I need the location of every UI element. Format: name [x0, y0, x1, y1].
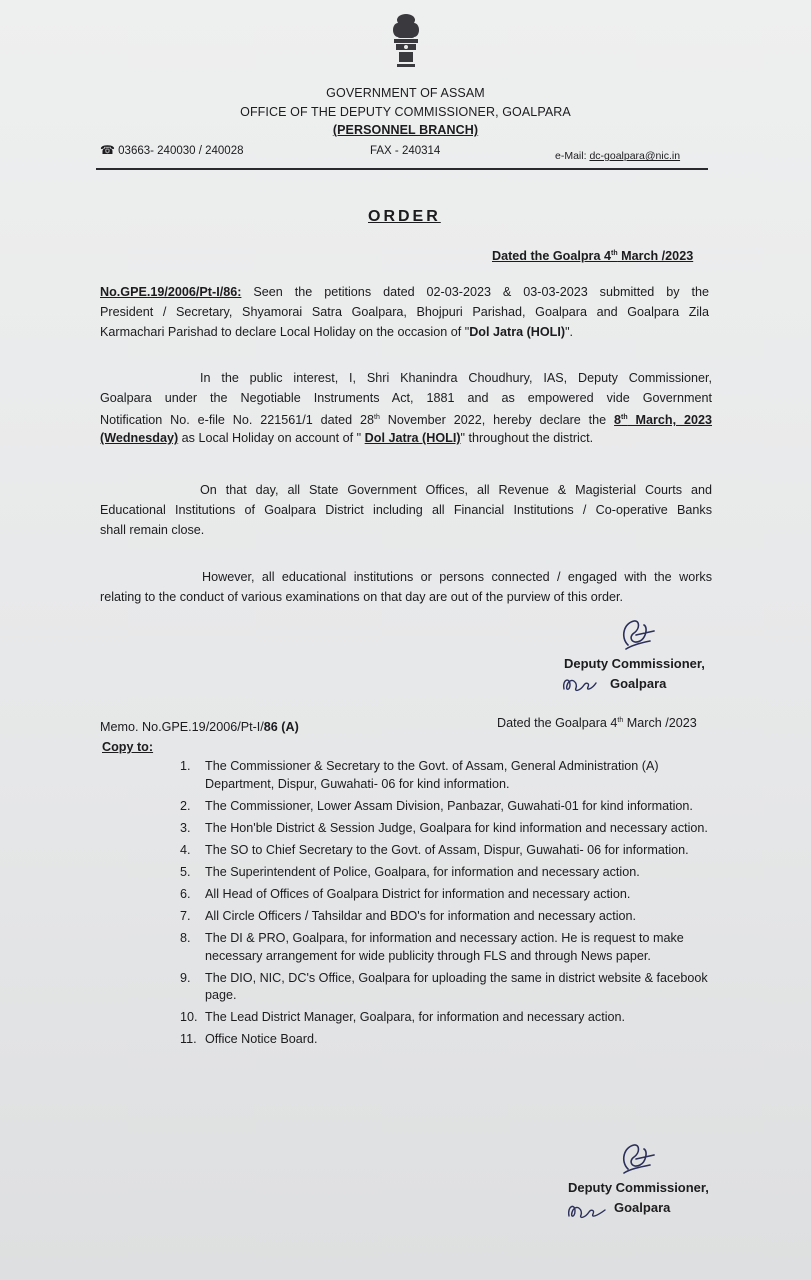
copy-list: [180, 758, 720, 1054]
copy-item-number: 5.: [180, 864, 191, 879]
p1-line-1: [100, 282, 709, 302]
copy-list-item: [180, 930, 720, 965]
order-title: ORDER: [368, 208, 441, 225]
copy-item-number: 9.: [180, 970, 191, 985]
p3-line-1: On that day, all State Government Offices, all Revenue & Magisterial Courts and: [200, 483, 712, 497]
p2-line-3a: Notification No. e-file No. 221561/1 dated 28: [100, 413, 375, 428]
p4-line-2: relating to the conduct of various examinations on that day are out of the purview of this order.: [100, 590, 623, 604]
copy-item-number: 2.: [180, 798, 191, 813]
copy-item-text: All Head of Offices of Goalpara District for information and necessary action.: [205, 886, 631, 901]
order-date-text: Dated the Goalpra 4: [492, 249, 611, 263]
copy-item-text: The DI & PRO, Goalpara, for information and necessary action. He is request to make necessary arrangement for wide publicity through FLS and through News paper.: [205, 931, 684, 963]
p2-line-4b: as Local Holiday on account of ": [178, 431, 365, 445]
memo-reference: [100, 720, 299, 734]
copy-list-item: [180, 970, 720, 1005]
header-government: GOVERNMENT OF ASSAM: [326, 86, 485, 100]
copy-item-text: The DIO, NIC, DC's Office, Goalpara for uploading the same in district website & facebook page.: [205, 970, 708, 1003]
holiday-day-sup: th: [621, 414, 628, 421]
copy-item-number: 8.: [180, 931, 191, 946]
copy-item-text: Office Notice Board.: [205, 1032, 318, 1047]
copy-list-item: [180, 864, 720, 882]
copy-item-number: 3.: [180, 820, 191, 835]
p2-line-3: [100, 408, 712, 428]
p2-holiday-name: Dol Jatra (HOLI): [364, 431, 461, 445]
copy-list-item: [180, 1031, 720, 1049]
copy-list-item: [180, 1009, 720, 1027]
copy-item-number: 10.: [180, 1010, 198, 1025]
email-address: dc-goalpara@nic.in: [589, 150, 681, 162]
memo-date-end: March /2023: [623, 716, 697, 730]
memo-date-sup: th: [617, 716, 624, 724]
holiday-date: [614, 413, 712, 427]
p2-line-4d: " throughout the district.: [460, 431, 594, 445]
p3-line-2: Educational Institutions of Goalpara District including all Financial Institutions / Co-operative Banks: [100, 503, 712, 517]
signatory-title-1: Deputy Commissioner,: [564, 656, 705, 671]
signatory-title-2: Deputy Commissioner,: [568, 1180, 709, 1195]
p1-line-3: [100, 322, 709, 342]
copy-list-item: [180, 842, 720, 860]
copy-list-item: [180, 820, 720, 838]
order-date-sup: th: [610, 249, 618, 257]
p4-line-1: However, all educational institutions or persons connected / engaged with the works: [202, 570, 712, 584]
copy-item-text: The Hon'ble District & Session Judge, Goalpara for kind information and necessary action.: [205, 820, 708, 835]
fax-number: FAX - 240314: [370, 145, 441, 157]
p3-line-3: shall remain close.: [100, 523, 205, 537]
p2-line-1: In the public interest, I, Shri Khanindra Choudhury, IAS, Deputy Commissioner,: [200, 371, 712, 385]
copy-item-text: The SO to Chief Secretary to the Govt. of Assam, Dispur, Guwahati- 06 for information.: [205, 842, 689, 857]
memo-ref-number: 86: [263, 720, 278, 734]
order-date: [492, 249, 693, 263]
initials-2: [565, 1198, 609, 1222]
copy-list-item: [180, 798, 720, 816]
memo-ref-suffix: (A): [277, 720, 299, 734]
holiday-day: 8: [614, 413, 622, 428]
copy-list-item: [180, 908, 720, 926]
order-date-end: March /2023: [617, 249, 694, 263]
p1-line-3c: ".: [565, 325, 574, 339]
copy-item-text: All Circle Officers / Tahsildar and BDO's for information and necessary action.: [205, 909, 637, 924]
copy-to-label: Copy to:: [102, 740, 154, 754]
signatory-place-1: Goalpara: [610, 676, 667, 691]
signature-2: [612, 1137, 660, 1181]
phone-line: [100, 143, 244, 157]
p2-line-3b: November 2022, hereby declare the: [379, 413, 615, 428]
p1-line-3a: Karmachari Parishad to declare Local Holiday on the occasion of ": [100, 325, 470, 339]
copy-item-text: The Superintendent of Police, Goalpara, for information and necessary action.: [205, 864, 640, 879]
signatory-place-2: Goalpara: [614, 1200, 671, 1215]
paragraph-1: [100, 282, 709, 342]
holiday-month-year: March, 2023: [627, 413, 712, 428]
email-label: e-Mail:: [555, 150, 590, 162]
header-branch-row: [0, 123, 811, 137]
header-divider: [96, 168, 708, 170]
signature-1: [610, 615, 660, 657]
copy-list-item: [180, 886, 720, 904]
p1-holiday-name: Dol Jatra (HOLI): [469, 325, 566, 339]
header-branch: (PERSONNEL BRANCH): [332, 123, 479, 137]
memo-date: [497, 716, 697, 730]
phone-numbers: 03663- 240030 / 240028: [118, 145, 244, 157]
copy-item-text: The Commissioner & Secretary to the Govt. of Assam, General Administration (A) Department, Dispur, Guwahati- 06 for kind information.: [205, 759, 659, 791]
paragraph-3: [100, 480, 712, 540]
copy-item-number: 11.: [180, 1032, 197, 1047]
telephone-icon: ☎: [100, 143, 115, 157]
copy-item-number: 1.: [180, 759, 191, 773]
email-line: [555, 150, 680, 162]
memo-ref-prefix: Memo. No.GPE.19/2006/Pt-I/: [100, 720, 264, 734]
order-reference: No.GPE.19/2006/Pt-I/86:: [100, 285, 242, 299]
copy-item-number: 4.: [180, 842, 191, 857]
memo-date-text: Dated the Goalpara 4: [497, 716, 618, 730]
paragraph-2: [100, 368, 712, 448]
p2-sup-1: th: [374, 414, 380, 421]
copy-list-item: [180, 758, 720, 793]
p2-line-4: [100, 428, 712, 448]
paragraph-4: [100, 567, 712, 607]
holiday-weekday: (Wednesday): [100, 431, 179, 445]
header-office: OFFICE OF THE DEPUTY COMMISSIONER, GOALPARA: [240, 105, 571, 119]
initials-1: [560, 673, 604, 695]
p1-line-1-text: Seen the petitions dated 02-03-2023 & 03-03-2023 submitted by the: [241, 285, 709, 299]
copy-item-text: The Lead District Manager, Goalpara, for information and necessary action.: [205, 1010, 626, 1025]
ashoka-emblem-icon: [386, 12, 426, 74]
copy-item-number: 7.: [180, 909, 191, 924]
p1-line-2: President / Secretary, Shyamorai Satra Goalpara, Bhojpuri Parishad, Goalpara and Goalpara Zila: [100, 305, 709, 319]
copy-item-text: The Commissioner, Lower Assam Division, Panbazar, Guwahati-01 for kind information.: [205, 798, 693, 813]
p2-line-2: Goalpara under the Negotiable Instruments Act, 1881 and as empowered vide Government: [100, 391, 712, 405]
copy-item-number: 6.: [180, 886, 191, 901]
